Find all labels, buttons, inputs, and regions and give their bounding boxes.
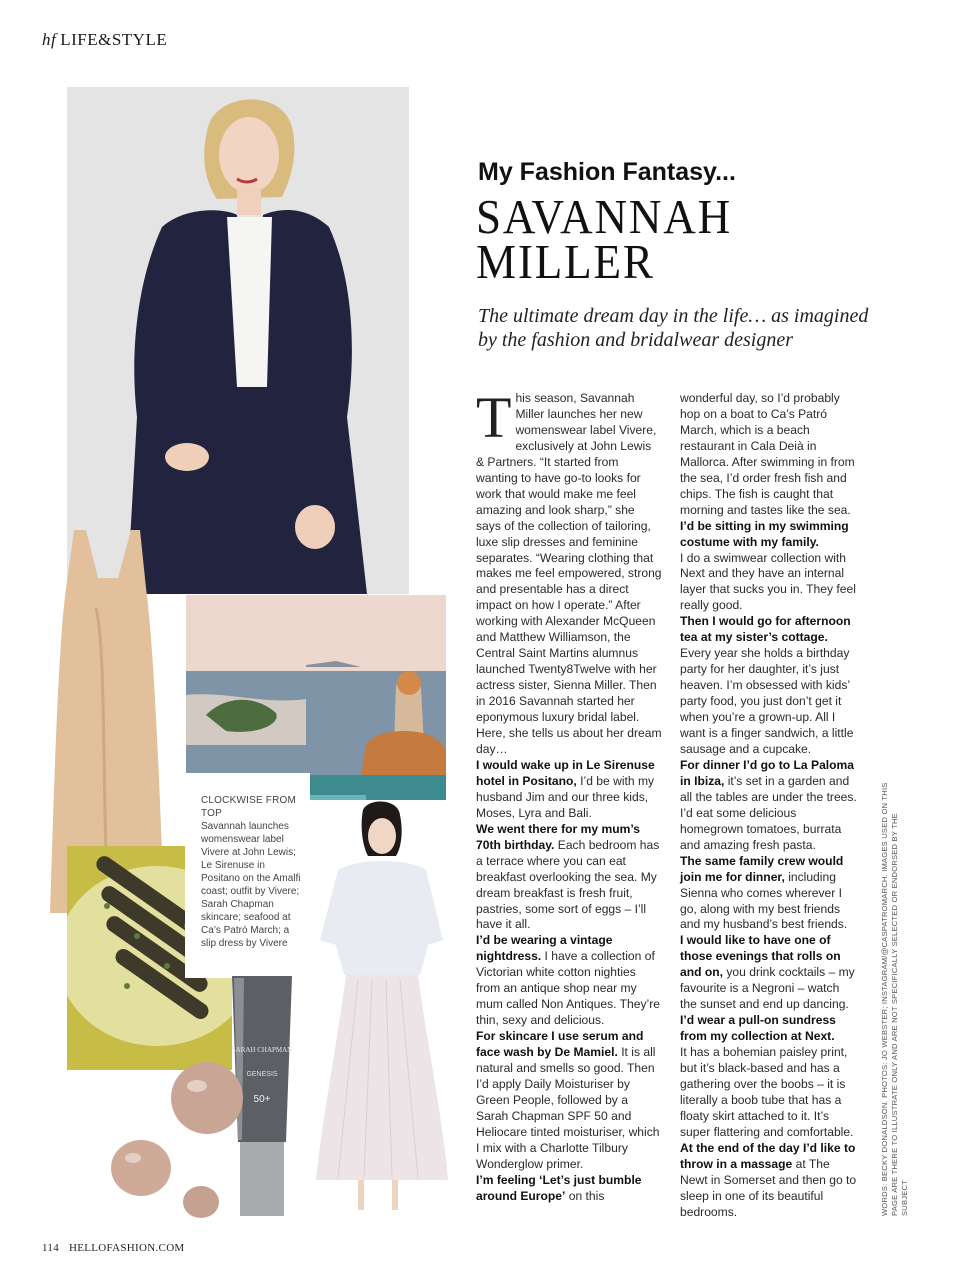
body-text: It is all natural and smells so good. Then I’d apply Daily Moisturiser by Green People, followed by a Sarah Chapman SPF 50 and Heliocare tinted moisturiser, which I mix with a Charlotte Tilbury Wonderglow primer.: [476, 1045, 660, 1171]
body-text: I’d be with my husband Jim and our three kids, Moses, Lyra and Bali.: [476, 773, 655, 820]
subhead: Then I would go for afternoon tea at my sister’s cottage.: [680, 614, 851, 645]
page-footer: [42, 1242, 185, 1254]
cosmetic-swatches-photo: [105, 1046, 245, 1221]
subhead: For skincare I use serum and face wash by De Mamiel.: [476, 1029, 644, 1060]
section-header: [42, 30, 167, 50]
article-subtitle: The ultimate dream day in the life… as imagined by the fashion and bridalwear designer: [478, 305, 869, 351]
body-paragraph: [680, 391, 858, 519]
product-name-text: GENESIS: [246, 1071, 278, 1078]
body-paragraph: [476, 1173, 662, 1205]
product-spf-text: 50+: [253, 1094, 271, 1105]
article-kicker: My Fashion Fantasy...: [478, 158, 736, 186]
body-text: It has a bohemian paisley print, but it’s black-based and has a gathering over the boobs – it is literally a boob tube that has a floaty skirt attached to it. It’s super flattering and comfortable.: [680, 1045, 854, 1139]
body-text: Every year she holds a birthday party for her daughter, it’s just heaven. I’m obsessed with kids’ party food, you just don’t get it when you’re a grown-up. All I want is a finger sandwich, a little sausage and a cupcake.: [680, 646, 854, 756]
page-number: 114: [42, 1242, 59, 1254]
body-text: at The Newt in Somerset and then go to sleep in one of its beautiful bedrooms.: [680, 1156, 857, 1219]
body-paragraph: [680, 551, 858, 615]
title-line-last: MILLER: [476, 234, 655, 289]
body-paragraph: [680, 1013, 858, 1045]
footer-site: HELLOFASHION.COM: [69, 1242, 185, 1254]
subhead: I would like to have one of those evenings that rolls on and on,: [680, 933, 841, 980]
body-paragraph: [680, 646, 858, 758]
photo-caption: [185, 773, 310, 978]
body-paragraph: [680, 614, 858, 646]
body-paragraph: [680, 1141, 858, 1221]
subhead: I would wake up in Le Sirenuse hotel in Positano,: [476, 757, 655, 788]
body-text: wonderful day, so I’d probably hop on a boat to Ca’s Patró March, which is a beach restaurant in Cala Deià in Mallorca. After swimming in from the sea, I’d order fresh fish and chips. The fish is caught that morning and tastes like the sea.: [680, 391, 855, 517]
body-text: I do a swimwear collection with Next and they have an internal layer that sucks you in. They feel really good.: [680, 550, 856, 613]
drop-cap: T: [476, 385, 512, 450]
subhead: I’d be wearing a vintage nightdress.: [476, 933, 613, 964]
body-paragraph: [680, 519, 858, 551]
body-text: including Sienna who comes wherever I go, along with my best friends and my husband’s best friends.: [680, 869, 848, 932]
body-text: it’s set in a garden and all the tables are under the trees. I’d eat some delicious homegrown tomatoes, burrata and amazing fresh pasta.: [680, 773, 857, 852]
caption-body: Savannah launches womenswear label Vivere at John Lewis; Le Sirenuse in Positano on the Amalfi coast; outfit by Vivere; Sarah Chapman skincare; seafood at Ca’s Patró March; a slip dress by Vivere: [201, 821, 301, 949]
product-brand-text: SARAH CHAPMAN: [231, 1046, 293, 1054]
subhead: I’d wear a pull-on sundress from my collection at Next.: [680, 1013, 836, 1044]
model-photo: [308, 800, 456, 1218]
body-text: you drink cocktails – my favourite is a Negroni – watch the sunset and end up dancing.: [680, 965, 855, 1012]
body-paragraph: [476, 1029, 662, 1173]
body-paragraph: [476, 933, 662, 1029]
subhead: I’m feeling ‘Let’s just bumble around Europe’: [476, 1172, 642, 1203]
body-column-2: [680, 391, 858, 1221]
body-column-1: [476, 385, 662, 1205]
subhead: The same family crew would join me for dinner,: [680, 853, 844, 884]
body-paragraph: [680, 758, 858, 854]
body-paragraph: [680, 1045, 858, 1141]
photo-credits: WORDS: BECKY DONALDSON. PHOTOS: JO WEBSTER; INSTAGRAM/@CASPATROMARCH. IMAGES USED ON THIS PAGE ARE THERE TO ILLUSTRATE ONLY AND ARE NOT SPECIFICALLY SELECTED OR ENDORSED BY THE SUBJECT: [880, 782, 909, 1216]
caption-heading: CLOCKWISE FROM TOP: [201, 795, 297, 819]
body-text: on this: [565, 1188, 605, 1203]
body-text: I have a collection of Victorian white cotton nighties from an antique shop near my mum called Non Antiques. They’re thin, sexy and delicious.: [476, 949, 660, 1028]
subhead: I’d be sitting in my swimming costume with my family.: [680, 518, 849, 549]
body-paragraph: [680, 933, 858, 1013]
brand-mark: hf: [42, 30, 57, 49]
subhead: For dinner I’d go to La Paloma in Ibiza,: [680, 757, 855, 788]
portrait-photo: [67, 87, 409, 594]
body-text: Each bedroom has a terrace where you can eat breakfast overlooking the sea. My dream breakfast is fresh fruit, pastries, some sort of eggs – I’ll have it all.: [476, 837, 660, 932]
subhead: We went there for my mum’s 70th birthday.: [476, 821, 640, 852]
body-paragraph: [476, 822, 662, 934]
section-name: LIFE&STYLE: [60, 30, 168, 49]
body-paragraph: [680, 854, 858, 934]
subhead: At the end of the day I’d like to throw in a massage: [680, 1140, 856, 1171]
article-title: [476, 189, 752, 289]
intro-text: his season, Savannah Miller launches her new womenswear label Vivere, exclusively at John Lewis & Partners. “It started from wanting to have go-to looks for work that would make me feel amazing and look sharp,” she says of the collection of tailoring, luxe slip dresses and feminine separates. “Wearing clothing that makes me feel empowered, strong and presentable has a direct impact on how I operate.” After working with Alexander McQueen and Matthew Williamson, the Central Saint Martins alumnus launched Twenty8Twelve with her actress sister, Sienna Miller. Then in 2016 Savannah started her eponymous luxury bridal label. Here, she tells us about her dream day…: [476, 391, 662, 756]
body-paragraph: [476, 758, 662, 822]
title-line-first: SAVANNAH: [476, 189, 733, 244]
